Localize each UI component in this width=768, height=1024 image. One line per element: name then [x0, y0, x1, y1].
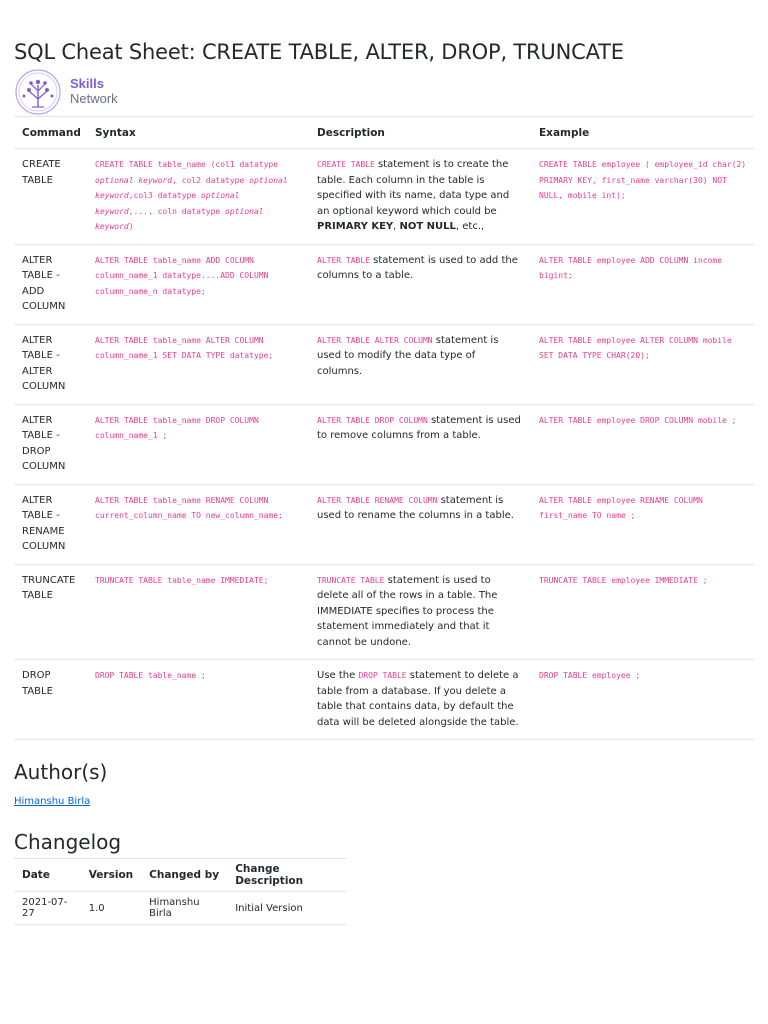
- example-cell: [531, 244, 755, 324]
- changelog-table: [14, 858, 347, 925]
- description-code: ALTER TABLE DROP COLUMN: [317, 415, 428, 425]
- syntax-text: DROP TABLE table_name ;: [95, 671, 206, 680]
- description-code: DROP TABLE: [358, 671, 407, 680]
- command-cell: ALTER TABLE - RENAME COLUMN: [14, 484, 87, 564]
- changelog-changed-by: Himanshu Birla: [141, 892, 227, 925]
- syntax-text: ): [128, 222, 134, 231]
- table-row: [14, 324, 755, 404]
- tree-network-icon: [14, 69, 64, 115]
- example-code: ALTER TABLE employee RENAME COLUMN first_name TO name ;: [539, 495, 703, 520]
- description-text: Use the: [317, 670, 359, 681]
- syntax-code: [95, 671, 206, 680]
- authors-heading: Author(s): [14, 760, 108, 784]
- cheat-table-body: [14, 149, 755, 740]
- description-cell: [309, 324, 531, 404]
- table-row: [14, 149, 755, 245]
- syntax-text: ,col3 datatype: [128, 191, 201, 200]
- header-description: Description: [309, 117, 531, 149]
- syntax-text: TRUNCATE TABLE table_name IMMEDIATE;: [95, 575, 269, 585]
- example-cell: [531, 484, 755, 564]
- syntax-optional-keyword: optional keyword: [95, 191, 240, 216]
- example-cell: [531, 564, 755, 660]
- example-code: ALTER TABLE employee ALTER COLUMN mobile SET DATA TYPE CHAR(20);: [539, 335, 732, 360]
- example-cell: [531, 404, 755, 484]
- syntax-cell: [87, 149, 309, 245]
- table-row: [14, 484, 755, 564]
- author-link[interactable]: Himanshu Birla: [14, 796, 91, 807]
- syntax-text: ALTER TABLE table_name ALTER COLUMN column_name_1 SET DATA TYPE datatype;: [95, 335, 274, 360]
- page-title: SQL Cheat Sheet: CREATE TABLE, ALTER, DROP, TRUNCATE: [14, 40, 624, 64]
- description-code: CREATE TABLE: [317, 160, 375, 169]
- example-cell: [531, 324, 755, 404]
- description-text: statement is to create the table. Each column in the table is specified with its name, data type and an optional keyword which could be: [317, 159, 510, 217]
- description-text: ,: [393, 221, 400, 232]
- description-cell: [309, 404, 531, 484]
- syntax-cell: [87, 244, 309, 324]
- description-text: statement is used to remove columns from a table.: [317, 414, 521, 441]
- changelog-change-description: Initial Version: [227, 892, 347, 925]
- syntax-code: [95, 576, 268, 585]
- command-cell: CREATE TABLE: [14, 149, 87, 245]
- description-text: statement to delete a table from a database. If you delete a table that contains data, by default the data will be deleted alongside the table.: [317, 670, 519, 728]
- description-text: statement is used to modify the data type of columns.: [317, 334, 499, 377]
- description-code: ALTER TABLE RENAME COLUMN: [317, 495, 438, 505]
- example-cell: [531, 660, 755, 740]
- changelog-row: [14, 892, 347, 925]
- changelog-heading: Changelog: [14, 830, 122, 854]
- syntax-text: ALTER TABLE table_name DROP COLUMN column_name_1 ;: [95, 415, 259, 440]
- description-text: statement is used to rename the columns in a table.: [317, 494, 514, 521]
- example-code: DROP TABLE employee ;: [539, 671, 641, 680]
- skills-network-logo: [14, 66, 754, 117]
- command-cell: ALTER TABLE - ALTER COLUMN: [14, 324, 87, 404]
- description-cell: [309, 660, 531, 740]
- syntax-cell: [87, 324, 309, 404]
- logo-text-skills: Skills: [70, 76, 104, 91]
- header-example: Example: [531, 117, 755, 149]
- syntax-optional-keyword: optional keyword: [95, 206, 264, 231]
- example-cell: [531, 149, 755, 245]
- description-cell: [309, 149, 531, 245]
- table-header-row: [14, 117, 755, 149]
- table-row: [14, 404, 755, 484]
- example-code: ALTER TABLE employee ADD COLUMN income bigint;: [539, 255, 723, 280]
- command-cell: ALTER TABLE - DROP COLUMN: [14, 404, 87, 484]
- syntax-text: ,..., coln datatype: [128, 206, 226, 216]
- table-row: [14, 660, 755, 740]
- description-bold: PRIMARY KEY: [317, 221, 394, 232]
- table-row: [14, 244, 755, 324]
- description-cell: [309, 244, 531, 324]
- syntax-code: [95, 336, 273, 361]
- syntax-code: [95, 256, 268, 296]
- syntax-code: [95, 496, 283, 521]
- sql-cheat-table: [14, 117, 755, 740]
- example-code: CREATE TABLE employee ( employee_id char(2) PRIMARY KEY, first_name varchar(30) NOT NULL, mobile int);: [539, 160, 747, 200]
- example-code: ALTER TABLE employee DROP COLUMN mobile ;: [539, 415, 737, 425]
- description-code: TRUNCATE TABLE: [317, 575, 385, 585]
- description-text: statement is used to add the columns to a table.: [317, 254, 518, 281]
- table-row: [14, 564, 755, 660]
- syntax-text: ALTER TABLE table_name ADD COLUMN column_name_1 datatype....ADD COLUMN column_name_n datatype;: [95, 255, 269, 296]
- changelog-date: 2021-07-27: [14, 892, 81, 925]
- syntax-optional-keyword: optional keyword: [95, 175, 288, 200]
- syntax-code: [95, 416, 259, 441]
- command-cell: DROP TABLE: [14, 660, 87, 740]
- description-cell: [309, 484, 531, 564]
- changelog-version: 1.0: [81, 892, 141, 925]
- syntax-text: CREATE TABLE table_name (col1 datatype: [95, 160, 279, 169]
- syntax-cell: [87, 484, 309, 564]
- syntax-cell: [87, 564, 309, 660]
- description-text: statement is used to delete all of the rows in a table. The IMMEDIATE specifies to process the statement immediately and that it cannot be undone.: [317, 574, 498, 648]
- header-syntax: Syntax: [87, 117, 309, 149]
- changelog-header-date: Date: [14, 859, 81, 892]
- command-cell: ALTER TABLE - ADD COLUMN: [14, 244, 87, 324]
- description-text: , etc.,: [455, 221, 485, 232]
- syntax-text: ALTER TABLE table_name RENAME COLUMN current_column_name TO new_column_name;: [95, 495, 283, 520]
- syntax-cell: [87, 660, 309, 740]
- description-code: ALTER TABLE ALTER COLUMN: [317, 335, 433, 345]
- logo-text-network: Network: [70, 91, 118, 106]
- changelog-header-change-description: Change Description: [227, 859, 347, 892]
- header-command: Command: [14, 117, 87, 149]
- syntax-code: [95, 160, 288, 231]
- changelog-header-version: Version: [81, 859, 141, 892]
- description-code: ALTER TABLE: [317, 255, 370, 265]
- changelog-header-changed-by: Changed by: [141, 859, 227, 892]
- description-cell: [309, 564, 531, 660]
- description-bold: NOT NULL: [399, 221, 456, 232]
- command-cell: TRUNCATE TABLE: [14, 564, 87, 660]
- syntax-optional-keyword: optional keyword: [95, 175, 173, 185]
- syntax-cell: [87, 404, 309, 484]
- example-code: TRUNCATE TABLE employee IMMEDIATE ;: [539, 575, 708, 585]
- changelog-header-row: [14, 859, 347, 892]
- syntax-text: , col2 datatype: [172, 175, 250, 185]
